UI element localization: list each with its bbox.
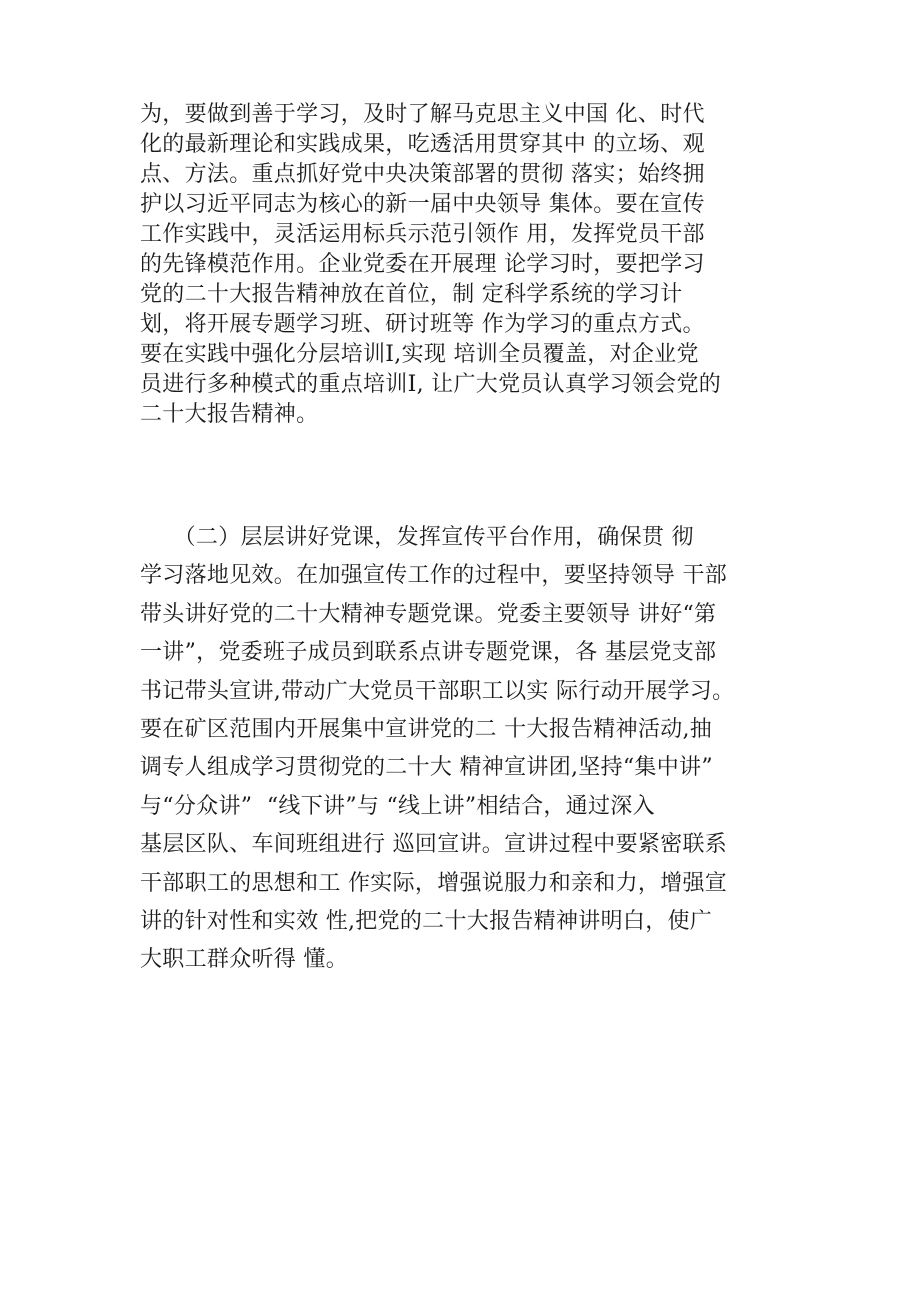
text-line: 与“分众讲” “线下讲”与 “线上讲”相结合，通过深入 [140, 793, 655, 819]
text-line: 干部职工的思想和工 作实际，增强说服力和亲和力，增强宣 [140, 870, 728, 896]
text-line: 学习落地见效。在加强宣传工作的过程中，要坚持领导 干部 [140, 563, 728, 589]
text-line: 二十大报告精神。 [140, 402, 319, 427]
text-line: 要在矿区范围内开展集中宣讲党的二 十大报告精神活动,抽 [140, 716, 713, 742]
text-line: 为，要做到善于学习，及时了解马克思主义中国 化、时代 [140, 102, 705, 127]
text-line: 化的最新理论和实践成果，吃透活用贯穿其中 的立场、观 [140, 132, 705, 157]
text-line: 护以习近平同志为核心的新一届中央领导 集体。要在宣传 [140, 192, 705, 217]
text-line: 带头讲好党的二十大精神专题党课。党委主要领导 讲好“第 [140, 601, 717, 627]
paragraph-1 [140, 100, 800, 430]
text-line: 大职工群众听得 懂。 [140, 947, 348, 973]
text-line: 的先锋模范作用。企业党委在开展理 论学习时，要把学习 [140, 252, 705, 277]
paragraph-2 [140, 519, 800, 980]
text-line: 划，将开展专题学习班、研讨班等 作为学习的重点方式。 [140, 312, 705, 337]
text-line: 基层区队、车间班组进行 巡回宣讲。宣讲过程中要紧密联系 [140, 832, 728, 858]
text-line: 讲的针对性和实效 性,把党的二十大报告精神讲明白，使广 [140, 908, 713, 934]
text-line: 工作实践中，灵活运用标兵示范引领作 用，发挥党员干部 [140, 222, 705, 247]
text-line: 书记带头宣讲,带动广大党员干部职工以实 际行动开展学习。 [140, 678, 735, 704]
text-line: 要在实践中强化分层培训I,实现 培训全员覆盖，对企业党 [140, 342, 699, 367]
text-line: 一讲”，党委班子成员到联系点讲专题党课，各 基层党支部 [140, 640, 717, 666]
text-line: 员进行多种模式的重点培训I, 让广大党员认真学习领会党的 [140, 372, 722, 397]
text-line: 点、方法。重点抓好党中央决策部署的贯彻 落实；始终拥 [140, 162, 705, 187]
text-line: 党的二十大报告精神放在首位，制 定科学系统的学习计 [140, 282, 683, 307]
text-line: （二）层层讲好党课，发挥宣传平台作用，确保贯 彻 [140, 525, 694, 550]
text-line: 调专人组成学习贯彻党的二十大 精神宣讲团,坚持“集中讲” [140, 755, 713, 781]
